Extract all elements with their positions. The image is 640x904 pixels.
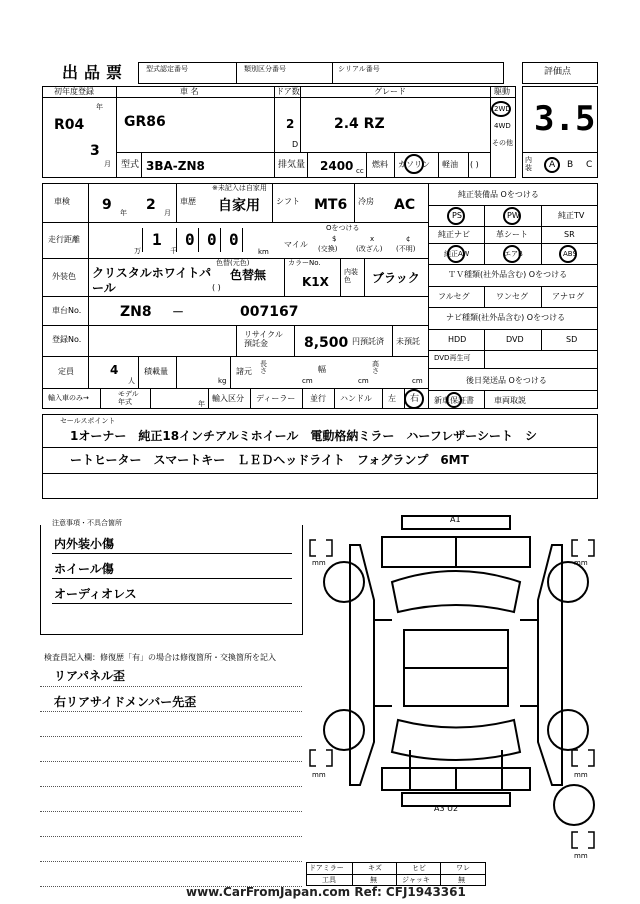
dims-label: 諸元	[236, 367, 252, 376]
legend-break: ワレ	[456, 864, 470, 872]
chassis-label: 車台No.	[52, 306, 82, 315]
mileage-x-note: (改ざん)	[356, 245, 383, 253]
inspect-month-unit: 月	[164, 209, 171, 217]
equip-pw: PW	[507, 211, 520, 220]
dvd-play: DVD再生可	[434, 354, 471, 362]
doors-suffix: D	[292, 140, 299, 149]
import-right: 右	[410, 394, 420, 404]
import-handle: ハンドル	[340, 394, 372, 403]
inspector-1: リアパネル歪	[54, 669, 126, 683]
navi-dvd: DVD	[506, 335, 524, 344]
mm-front-left: mm	[312, 559, 326, 567]
interior-b: B	[567, 160, 574, 170]
mileage-digit-3: 0	[207, 230, 217, 249]
color-no-value: K1X	[302, 275, 329, 289]
import-model-year: モデル年式	[118, 390, 139, 406]
mileage-man-unit: 万	[134, 247, 141, 255]
first-reg-label: 初年度登録	[54, 87, 94, 96]
regno-label: 登録No.	[52, 335, 82, 344]
equip-airbag: エアB	[504, 250, 523, 258]
cooler-label: 冷房	[358, 197, 374, 206]
score-value: 3.5	[534, 99, 596, 139]
chassis-prefix: ZN8	[120, 304, 152, 320]
chassis-number: 007167	[240, 304, 299, 320]
dims-length: 長さ	[260, 360, 267, 375]
mileage-circle-note: Oをつける	[326, 224, 360, 232]
capacity-label: 定員	[58, 367, 74, 376]
serial-label: シリアル番号	[338, 65, 380, 73]
mm-spare: mm	[574, 852, 588, 860]
dims-length-cm: cm	[302, 377, 313, 385]
repaint-label: 色替(元色)	[216, 259, 250, 267]
legend-tools: 工具	[322, 876, 336, 884]
equip-tv: 純正TV	[558, 211, 585, 220]
mm-front-right: mm	[574, 559, 588, 567]
recycle-value: 8,500	[304, 335, 349, 351]
drive-opt-other: その他	[492, 139, 513, 147]
fuel-paren: ( )	[470, 160, 479, 169]
import-label: 輸入車のみ→	[48, 394, 89, 402]
mileage-q: ¢	[406, 235, 411, 243]
later-manual: 車両取説	[494, 396, 526, 405]
fuel-gasoline: ガソリン	[398, 160, 430, 169]
legend-scratch: キズ	[368, 864, 382, 872]
inspect-year: 9	[102, 197, 112, 213]
legend-jack-value: 無	[458, 876, 465, 884]
equip-leather: 革シート	[496, 230, 528, 239]
dims-height-cm: cm	[412, 377, 423, 385]
first-reg-era: R04	[54, 117, 85, 133]
color-no-label: カラーNo.	[288, 259, 321, 267]
recycle-unit: 円預託済	[352, 337, 384, 346]
score-label: 評価点	[544, 67, 572, 77]
model-value: 3BA-ZN8	[146, 159, 205, 173]
navi-title: ナビ種類(社外品含む) Oをつける	[446, 313, 566, 322]
diagram-top-label: A1	[450, 515, 461, 524]
legend-tools-value: 無	[370, 876, 377, 884]
mileage-label: 走行距離	[48, 235, 80, 244]
repaint-value: 色替無	[230, 268, 267, 282]
shift-value: MT6	[314, 197, 348, 213]
first-reg-month: 3	[90, 143, 100, 159]
car-name-label: 車 名	[180, 87, 199, 96]
interior-c: C	[586, 160, 593, 170]
fuel-light-oil: 軽油	[442, 160, 458, 169]
equip-abs: ABS	[563, 250, 577, 258]
page-title: 出品票	[62, 63, 129, 82]
tv-analog: アナログ	[552, 292, 584, 301]
class-code-label: 類別区分番号	[244, 65, 286, 73]
navi-hdd: HDD	[448, 335, 467, 344]
shift-label: シフト	[276, 197, 300, 206]
sales-line-2: ートヒーター スマートキー ＬＥＤヘッドライト フォグランプ 6MT	[70, 453, 469, 467]
car-name: GR86	[124, 114, 166, 130]
equip-ps: PS	[452, 211, 462, 220]
dims-height: 高さ	[372, 360, 379, 375]
equip-sr: SR	[564, 230, 575, 239]
legend-mirror: ドアミラー	[309, 864, 344, 872]
interior-color-label: 内装色	[344, 268, 358, 285]
cooler-value: AC	[394, 197, 416, 213]
inspect-label: 車検	[54, 197, 70, 206]
footer-watermark[interactable]: www.CarFromJapan.com Ref: CFJ1943361	[186, 885, 466, 899]
mileage-x: x	[370, 235, 375, 243]
mm-rear-right: mm	[574, 771, 588, 779]
repaint-paren: ( )	[212, 283, 221, 292]
fuel-label: 燃料	[372, 160, 388, 169]
sales-label: セールスポイント	[60, 417, 116, 425]
mileage-dollar-note: (交換)	[318, 245, 338, 253]
mileage-km-unit: km	[258, 248, 269, 256]
first-reg-month-unit: 月	[104, 160, 111, 168]
equip-aw: 純正AW	[444, 250, 470, 258]
mileage-mile: マイル	[284, 240, 308, 249]
model-label: 型式	[121, 160, 140, 170]
import-year-unit: 年	[198, 400, 205, 408]
displacement-unit: cc	[356, 167, 364, 175]
recycle-label: リサイクル預託金	[244, 330, 283, 348]
mileage-digit-1: 1	[152, 230, 162, 249]
interior-color-value: ブラック	[372, 271, 420, 285]
import-kind: 輸入区分	[212, 394, 244, 403]
tv-oneseg: ワンセグ	[496, 292, 528, 301]
inspect-month: 2	[146, 197, 156, 213]
first-reg-year-unit: 年	[96, 103, 103, 111]
history-label: 車歴	[180, 197, 196, 206]
doors-value: 2	[286, 117, 295, 131]
mileage-digit-2: 0	[185, 230, 195, 249]
displacement-value: 2400	[320, 159, 354, 173]
grade-value: 2.4 RZ	[334, 116, 385, 132]
mm-rear-left: mm	[312, 771, 326, 779]
legend-jack: ジャッキ	[402, 876, 430, 884]
sales-line-1: 1オーナー 純正18インチアルミホイール 電動格納ミラー ハーフレザーシート シ	[70, 429, 538, 443]
capacity-unit: 人	[128, 377, 135, 385]
interior-a: A	[549, 160, 556, 170]
notes-label: 注意事項・不具合箇所	[52, 519, 122, 527]
dims-width-cm: cm	[358, 377, 369, 385]
drive-opt-2wd: 2WD	[494, 105, 511, 113]
legend-crack: ヒビ	[412, 864, 426, 872]
import-parallel: 並行	[310, 394, 326, 403]
history-note: ※未記入は自家用	[212, 184, 267, 192]
inspect-year-unit: 年	[120, 209, 127, 217]
load-label: 積載量	[144, 367, 168, 376]
navi-sd: SD	[566, 335, 578, 344]
diagram-bottom-label: A3 U2	[434, 804, 459, 813]
doors-label: ドア数	[276, 87, 300, 96]
inspector-label: 検査員記入欄：修復歴「有」の場合は修復箇所・交換箇所を記入	[44, 653, 276, 662]
tv-fullseg: フルセグ	[438, 292, 470, 301]
dims-width: 幅	[318, 365, 326, 374]
note-3: オーディオレス	[54, 587, 137, 601]
mileage-dollar: $	[332, 235, 337, 243]
import-dealer: ディーラー	[256, 394, 296, 403]
later-warranty: 新車保証書	[434, 396, 474, 405]
note-2: ホイール傷	[54, 562, 114, 576]
mileage-q-note: (不明)	[396, 245, 416, 253]
grade-label: グレード	[374, 87, 406, 96]
tv-title: ＴＶ種類(社外品含む) Oをつける	[448, 270, 568, 279]
load-kg: kg	[218, 377, 227, 385]
drive-label: 駆動	[494, 87, 510, 96]
note-1: 内外装小傷	[54, 537, 115, 551]
model-cert-label: 型式認定番号	[146, 65, 188, 73]
import-left: 左	[388, 394, 396, 403]
equip-navi: 純正ナビ	[438, 230, 470, 239]
capacity-value: 4	[110, 363, 119, 377]
exterior-value: クリスタルホワイトパール	[92, 266, 212, 295]
displacement-label: 排気量	[278, 160, 306, 170]
equip-title: 純正装備品 Oをつける	[458, 190, 539, 199]
mileage-digit-4: 0	[229, 230, 239, 249]
drive-opt-4wd: 4WD	[494, 122, 511, 130]
later-title: 後日発送品 Oをつける	[466, 376, 547, 385]
inspector-2: 右リアサイドメンバー先歪	[54, 695, 197, 709]
interior-label: 内装	[525, 156, 532, 172]
chassis-dash: －	[172, 305, 185, 319]
history-value: 自家用	[218, 198, 260, 214]
mileage-sen-unit: 千	[170, 247, 177, 255]
recycle-pending: 未預託	[396, 337, 420, 346]
exterior-label: 外装色	[52, 272, 76, 281]
